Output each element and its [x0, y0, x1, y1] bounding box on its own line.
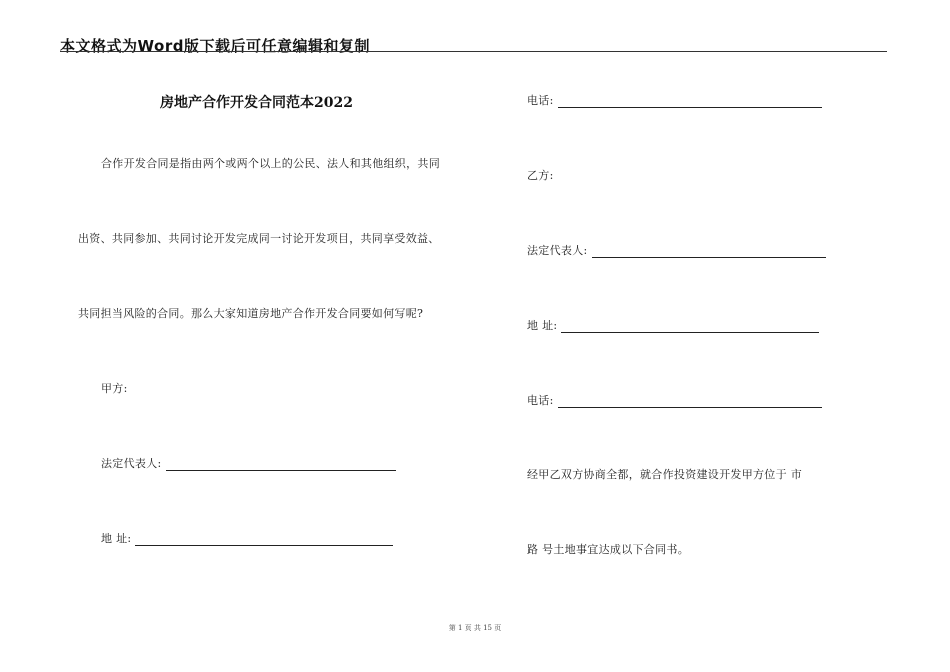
field-label: 地 址:: [527, 319, 558, 332]
field-label: 电话:: [527, 94, 554, 107]
legal-rep-field: [527, 242, 826, 258]
field-label: 法定代表人:: [101, 457, 162, 470]
paragraph-line: 合作开发合同是指由两个或两个以上的公民、法人和其他组织，共同: [101, 157, 440, 170]
fill-blank-line: [592, 245, 826, 258]
header-divider: [60, 51, 887, 52]
field-label: 法定代表人:: [527, 244, 588, 257]
document-title: 房地产合作开发合同范本2022: [160, 95, 353, 111]
paragraph-line: 路 号土地事宜达成以下合同书。: [527, 543, 689, 556]
fill-blank-line: [135, 533, 393, 546]
party-a-label: 甲方:: [101, 382, 128, 395]
fill-blank-line: [558, 395, 822, 408]
paragraph-line: 出资、共同参加、共同讨论开发完成同一讨论开发项目，共同享受效益、: [78, 232, 440, 245]
header-title: 本文格式为Word版下载后可任意编辑和复制: [60, 37, 370, 55]
address-field: [527, 317, 819, 333]
phone-field: [527, 392, 822, 408]
paragraph-line: 共同担当风险的合同。那么大家知道房地产合作开发合同要如何写呢?: [78, 307, 424, 320]
page-number: 第 1 页 共 15 页: [448, 624, 502, 632]
party-b-label: 乙方:: [527, 169, 554, 182]
paragraph-line: 经甲乙双方协商全都，就合作投资建设开发甲方位于 市: [527, 468, 802, 481]
legal-rep-field: [101, 455, 396, 471]
fill-blank-line: [558, 95, 822, 108]
fill-blank-line: [166, 458, 396, 471]
fill-blank-line: [561, 320, 819, 333]
phone-field: [527, 92, 822, 108]
field-label: 地 址:: [101, 532, 132, 545]
address-field: [101, 530, 393, 546]
field-label: 电话:: [527, 394, 554, 407]
